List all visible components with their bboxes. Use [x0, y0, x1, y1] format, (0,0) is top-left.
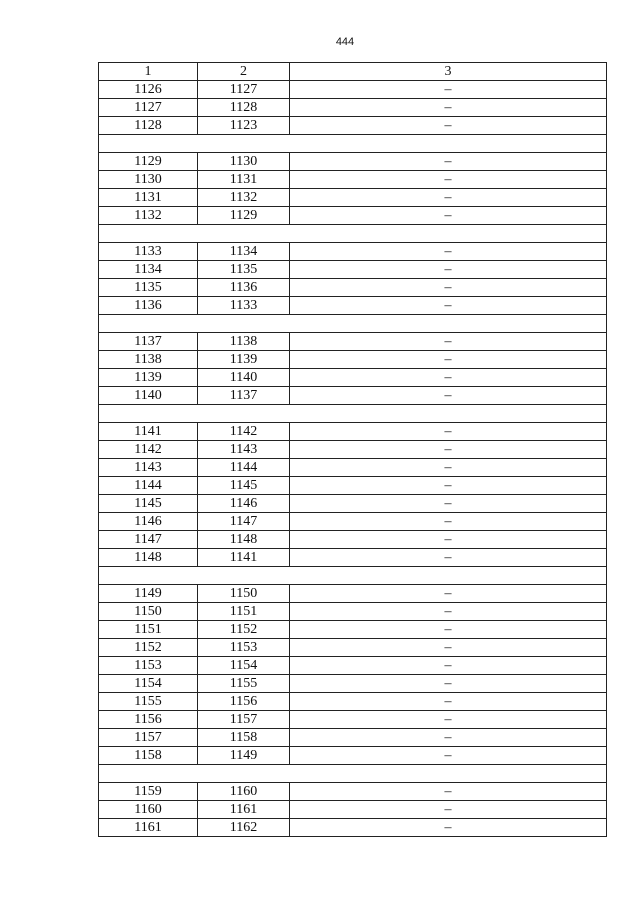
table-row	[99, 207, 607, 225]
table-cell-col-3: –	[290, 675, 607, 693]
table-row	[99, 819, 607, 837]
separator-cell	[99, 567, 607, 585]
table-cell-col-1: 1128	[99, 117, 198, 135]
table-cell-col-1: 1155	[99, 693, 198, 711]
table-row	[99, 495, 607, 513]
table-cell-col-3: –	[290, 477, 607, 495]
table-cell-col-2: 1147	[198, 513, 290, 531]
table-row	[99, 333, 607, 351]
table-cell-col-1: 1138	[99, 351, 198, 369]
table-row	[99, 711, 607, 729]
table-row	[99, 423, 607, 441]
column-header-1: 1	[99, 63, 198, 81]
table-row	[99, 747, 607, 765]
table-cell-col-2: 1129	[198, 207, 290, 225]
table-row	[99, 189, 607, 207]
table-cell-col-1: 1144	[99, 477, 198, 495]
table-cell-col-2: 1133	[198, 297, 290, 315]
table-cell-col-3: –	[290, 819, 607, 837]
table-row	[99, 621, 607, 639]
table-cell-col-2: 1146	[198, 495, 290, 513]
table-row	[99, 639, 607, 657]
table-row	[99, 261, 607, 279]
table-row	[99, 801, 607, 819]
data-table	[98, 62, 607, 837]
table-cell-col-3: –	[290, 495, 607, 513]
table-cell-col-3: –	[290, 261, 607, 279]
table-cell-col-1: 1132	[99, 207, 198, 225]
table-cell-col-2: 1142	[198, 423, 290, 441]
table-cell-col-1: 1160	[99, 801, 198, 819]
table-cell-col-2: 1162	[198, 819, 290, 837]
table-body	[99, 63, 607, 837]
table-cell-col-1: 1131	[99, 189, 198, 207]
table-row	[99, 279, 607, 297]
table-cell-col-1: 1151	[99, 621, 198, 639]
table-cell-col-2: 1157	[198, 711, 290, 729]
table-cell-col-2: 1127	[198, 81, 290, 99]
table-cell-col-1: 1161	[99, 819, 198, 837]
table-cell-col-3: –	[290, 549, 607, 567]
table-cell-col-3: –	[290, 153, 607, 171]
table-cell-col-1: 1153	[99, 657, 198, 675]
table-cell-col-1: 1129	[99, 153, 198, 171]
table-cell-col-1: 1145	[99, 495, 198, 513]
table-cell-col-2: 1131	[198, 171, 290, 189]
table-cell-col-1: 1148	[99, 549, 198, 567]
table-row	[99, 513, 607, 531]
table-cell-col-3: –	[290, 171, 607, 189]
table-row	[99, 243, 607, 261]
table-cell-col-3: –	[290, 585, 607, 603]
table-cell-col-3: –	[290, 603, 607, 621]
table-cell-col-1: 1140	[99, 387, 198, 405]
table-cell-col-2: 1148	[198, 531, 290, 549]
table-cell-col-1: 1130	[99, 171, 198, 189]
table-row	[99, 729, 607, 747]
table-cell-col-3: –	[290, 693, 607, 711]
table-cell-col-1: 1156	[99, 711, 198, 729]
table-cell-col-3: –	[290, 621, 607, 639]
table-cell-col-3: –	[290, 279, 607, 297]
table-row	[99, 117, 607, 135]
table-row	[99, 531, 607, 549]
group-separator-row	[99, 135, 607, 153]
table-row	[99, 81, 607, 99]
table-row	[99, 603, 607, 621]
table-cell-col-2: 1144	[198, 459, 290, 477]
table-row	[99, 441, 607, 459]
column-header-3: 3	[290, 63, 607, 81]
table-row	[99, 675, 607, 693]
table-cell-col-3: –	[290, 189, 607, 207]
separator-cell	[99, 315, 607, 333]
table-cell-col-2: 1130	[198, 153, 290, 171]
table-cell-col-3: –	[290, 639, 607, 657]
table-row	[99, 369, 607, 387]
table-cell-col-1: 1126	[99, 81, 198, 99]
table-cell-col-3: –	[290, 531, 607, 549]
table-row	[99, 477, 607, 495]
table-cell-col-2: 1128	[198, 99, 290, 117]
table-cell-col-3: –	[290, 243, 607, 261]
table-cell-col-1: 1147	[99, 531, 198, 549]
group-separator-row	[99, 765, 607, 783]
table-cell-col-2: 1143	[198, 441, 290, 459]
separator-cell	[99, 135, 607, 153]
table-cell-col-3: –	[290, 747, 607, 765]
table-cell-col-3: –	[290, 99, 607, 117]
column-header-2: 2	[198, 63, 290, 81]
table-cell-col-2: 1134	[198, 243, 290, 261]
table-cell-col-3: –	[290, 441, 607, 459]
table-cell-col-2: 1123	[198, 117, 290, 135]
table-cell-col-2: 1153	[198, 639, 290, 657]
table-cell-col-2: 1149	[198, 747, 290, 765]
table-cell-col-1: 1134	[99, 261, 198, 279]
table-cell-col-3: –	[290, 423, 607, 441]
table-cell-col-2: 1158	[198, 729, 290, 747]
table-cell-col-1: 1159	[99, 783, 198, 801]
table-cell-col-2: 1151	[198, 603, 290, 621]
table-cell-col-3: –	[290, 783, 607, 801]
table-cell-col-3: –	[290, 333, 607, 351]
page-number: 444	[335, 36, 355, 48]
table-cell-col-2: 1139	[198, 351, 290, 369]
table-cell-col-3: –	[290, 81, 607, 99]
table-cell-col-3: –	[290, 729, 607, 747]
table-cell-col-2: 1140	[198, 369, 290, 387]
table-row	[99, 153, 607, 171]
table-row	[99, 585, 607, 603]
table-cell-col-1: 1142	[99, 441, 198, 459]
table-row	[99, 783, 607, 801]
table-cell-col-3: –	[290, 513, 607, 531]
table-cell-col-2: 1156	[198, 693, 290, 711]
table-cell-col-2: 1161	[198, 801, 290, 819]
table-cell-col-1: 1139	[99, 369, 198, 387]
separator-cell	[99, 765, 607, 783]
table-cell-col-1: 1157	[99, 729, 198, 747]
group-separator-row	[99, 567, 607, 585]
separator-cell	[99, 225, 607, 243]
table-row	[99, 171, 607, 189]
table-cell-col-2: 1152	[198, 621, 290, 639]
table-cell-col-2: 1145	[198, 477, 290, 495]
header-row	[99, 63, 607, 81]
table-cell-col-2: 1135	[198, 261, 290, 279]
table-cell-col-1: 1137	[99, 333, 198, 351]
table-cell-col-1: 1141	[99, 423, 198, 441]
table-cell-col-2: 1138	[198, 333, 290, 351]
table-cell-col-3: –	[290, 711, 607, 729]
group-separator-row	[99, 405, 607, 423]
table-row	[99, 657, 607, 675]
table-cell-col-1: 1127	[99, 99, 198, 117]
table-row	[99, 99, 607, 117]
table-cell-col-1: 1135	[99, 279, 198, 297]
table-cell-col-1: 1152	[99, 639, 198, 657]
table-cell-col-1: 1133	[99, 243, 198, 261]
table-cell-col-3: –	[290, 369, 607, 387]
table-cell-col-1: 1158	[99, 747, 198, 765]
table-cell-col-3: –	[290, 657, 607, 675]
table-cell-col-2: 1141	[198, 549, 290, 567]
table-cell-col-2: 1137	[198, 387, 290, 405]
table-cell-col-1: 1150	[99, 603, 198, 621]
table-cell-col-3: –	[290, 117, 607, 135]
table-cell-col-3: –	[290, 801, 607, 819]
table-row	[99, 387, 607, 405]
table-cell-col-3: –	[290, 207, 607, 225]
table-row	[99, 297, 607, 315]
table-cell-col-1: 1143	[99, 459, 198, 477]
table-cell-col-3: –	[290, 459, 607, 477]
table-cell-col-3: –	[290, 387, 607, 405]
table-cell-col-1: 1154	[99, 675, 198, 693]
table-row	[99, 693, 607, 711]
table-cell-col-2: 1155	[198, 675, 290, 693]
table-cell-col-1: 1136	[99, 297, 198, 315]
table-row	[99, 549, 607, 567]
table-cell-col-2: 1136	[198, 279, 290, 297]
table-cell-col-2: 1154	[198, 657, 290, 675]
table-cell-col-2: 1150	[198, 585, 290, 603]
table-cell-col-1: 1146	[99, 513, 198, 531]
group-separator-row	[99, 315, 607, 333]
table-cell-col-2: 1132	[198, 189, 290, 207]
table-cell-col-2: 1160	[198, 783, 290, 801]
group-separator-row	[99, 225, 607, 243]
table-cell-col-1: 1149	[99, 585, 198, 603]
table-row	[99, 351, 607, 369]
table-cell-col-3: –	[290, 297, 607, 315]
table-row	[99, 459, 607, 477]
table-cell-col-3: –	[290, 351, 607, 369]
separator-cell	[99, 405, 607, 423]
